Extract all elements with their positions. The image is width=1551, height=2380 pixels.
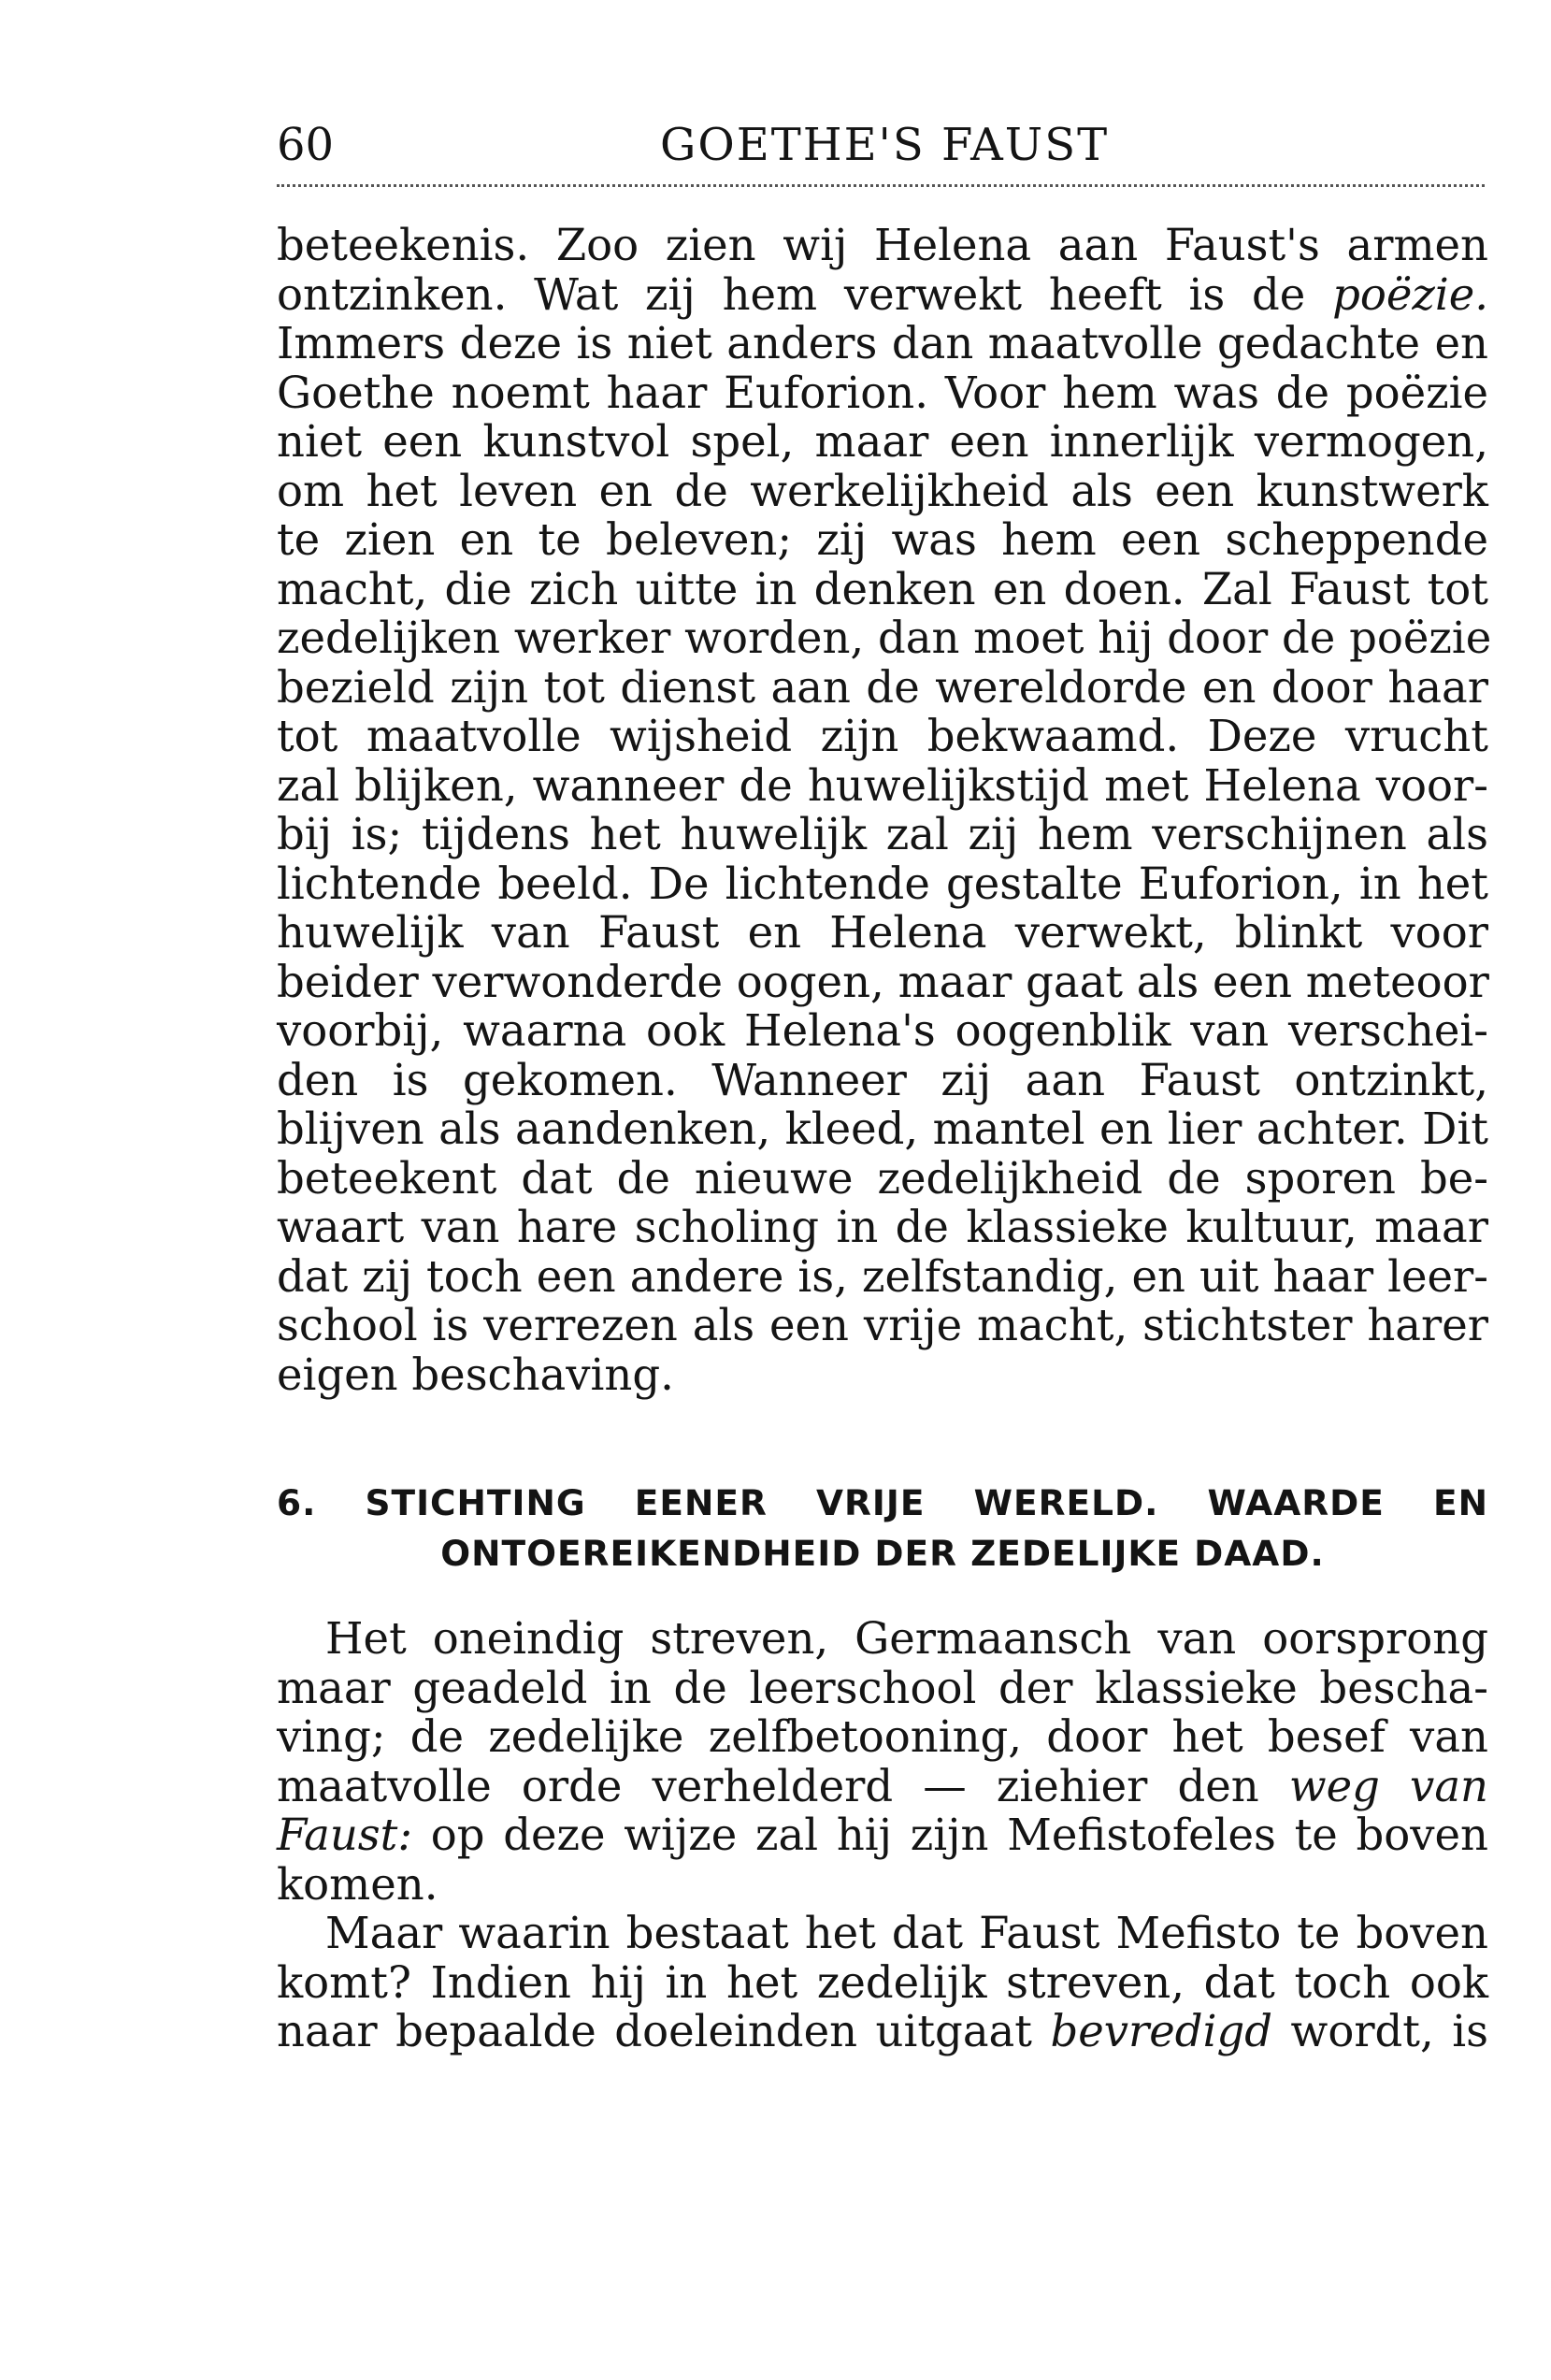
text-line: komen.: [277, 1858, 438, 1910]
italic-term: Faust:: [277, 1810, 412, 1860]
text-line: waart van hare scholing in de klassieke kultuur, maar: [277, 1202, 1488, 1252]
text-line: maar geadeld in de leerschool der klassieke bescha-: [277, 1662, 1488, 1713]
text-line: Het oneindig streven, Germaansch van oorsprong: [325, 1613, 1488, 1664]
text-line: lichtende beeld. De lichtende gestalte Euforion, in het: [277, 858, 1488, 909]
text-line: beteekent dat de nieuwe zedelijkheid de sporen be-: [277, 1152, 1488, 1204]
text-line: school is verrezen als een vrije macht, stichtster harer: [277, 1300, 1488, 1350]
text-line: den is gekomen. Wanneer zij aan Faust ontzinkt,: [277, 1054, 1488, 1105]
text-line: huwelijk van Faust en Helena verwekt, blinkt voor: [277, 907, 1488, 958]
text-line: macht, die zich uitte in denken en doen. Zal Faust tot: [277, 563, 1488, 614]
text-line: beteekenis. Zoo zien wij Helena aan Faust's armen: [277, 220, 1488, 270]
text-line: komt? Indien hij in het zedelijk streven, dat toch ook: [277, 1956, 1488, 2008]
italic-term: weg van: [1288, 1760, 1488, 1811]
text-line: om het leven en de werkelijkheid als een kunstwerk: [277, 465, 1488, 516]
text-line: blijven als aandenken, kleed, mantel en lier achter. Dit: [277, 1103, 1488, 1154]
text-line: tot maatvolle wijsheid zijn bekwaamd. Deze vrucht: [277, 711, 1488, 761]
text-line: Immers deze is niet anders dan maatvolle gedachte en: [277, 318, 1488, 368]
text-line: maatvolle orde verhelderd — ziehier den weg van: [277, 1760, 1488, 1811]
text-line: Maar waarin bestaat het dat Faust Mefisto te boven: [325, 1908, 1488, 1958]
text-line: beider verwonderde oogen, maar gaat als een meteoor: [277, 956, 1489, 1007]
text-line: niet een kunstvol spel, maar een innerlijk vermogen,: [277, 416, 1488, 467]
text-line: Faust: op deze wijze zal hij zijn Mefistofeles te boven: [277, 1810, 1488, 1860]
text-line: bij is; tijdens het huwelijk zal zij hem verschijnen als: [277, 809, 1488, 859]
running-header: [277, 112, 1492, 178]
page-number: 60: [277, 119, 335, 171]
paragraph-1: [277, 220, 1492, 1400]
text-line: te zien en te beleven; zij was hem een scheppende: [277, 514, 1488, 565]
text-line: zedelijken werker worden, dan moet hij door de poëzie: [277, 613, 1492, 663]
text-line: ving; de zedelijke zelfbetooning, door het besef van: [277, 1711, 1488, 1762]
section-heading-line-1: 6. STICHTING EENER VRIJE WERELD. WAARDE EN: [277, 1482, 1488, 1523]
paragraph-3: [277, 1909, 1488, 2056]
header-rule: [277, 184, 1485, 187]
text-line: eigen beschaving.: [277, 1349, 674, 1400]
text-line: dat zij toch een andere is, zelfstandig, en uit haar leer-: [277, 1250, 1488, 1302]
section-heading-line-2: ONTOEREIKENDHEID DER ZEDELIJKE DAAD.: [440, 1533, 1325, 1574]
text-line: ontzinken. Wat zij hem verwekt heeft is de poëzie.: [277, 268, 1489, 320]
paragraph-2: [277, 1614, 1488, 1909]
text-line: bezield zijn tot dienst aan de wereldorde en door haar: [277, 661, 1488, 713]
text-line: voorbij, waarna ook Helena's oogenblik van verschei-: [277, 1005, 1488, 1056]
italic-term: poëzie.: [1332, 268, 1489, 320]
text-line: zal blijken, wanneer de huwelijkstijd met Helena voor-: [277, 759, 1488, 811]
running-title: GOETHE'S FAUST: [660, 119, 1110, 171]
text-line: Goethe noemt haar Euforion. Voor hem was de poëzie: [277, 367, 1488, 418]
italic-term: bevredigd: [1050, 2006, 1272, 2056]
section-heading: [277, 1478, 1488, 1579]
text-line: naar bepaalde doeleinden uitgaat bevredigd wordt, is: [277, 2006, 1489, 2056]
